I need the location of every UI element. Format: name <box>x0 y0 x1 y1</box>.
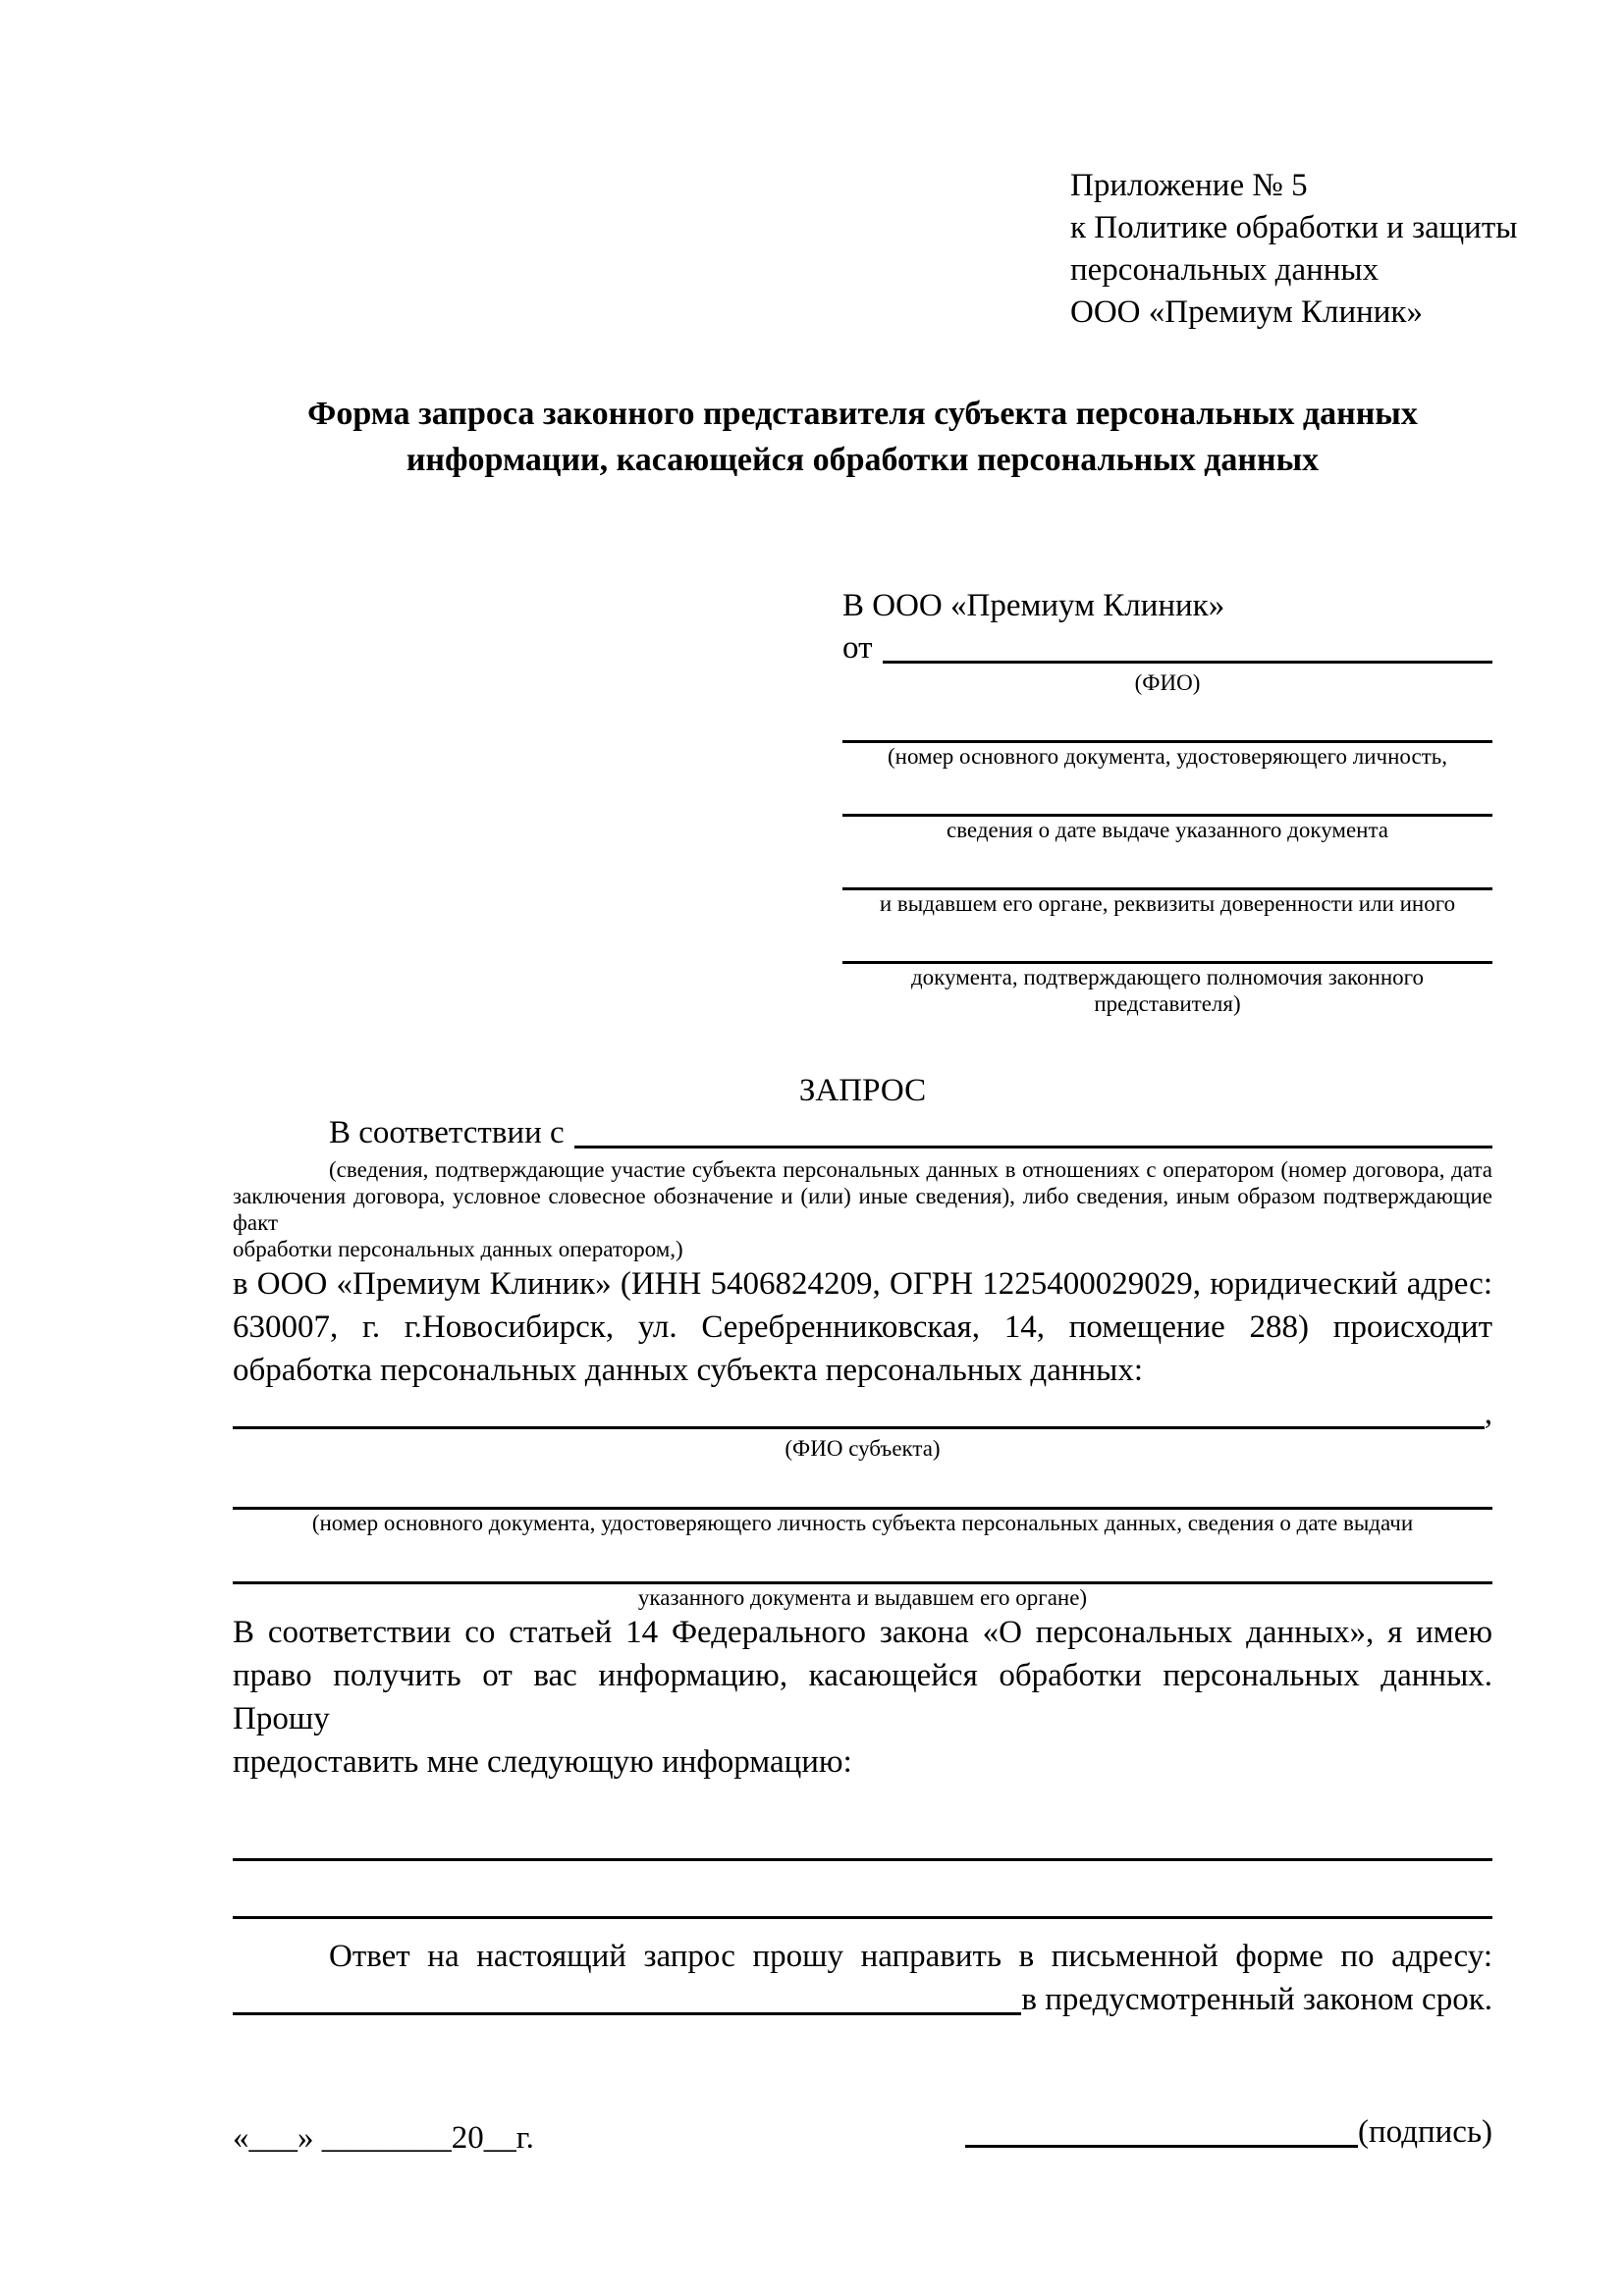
subject-doc-caption-1: (номер основного документа, удостоверяющего личность субъекта персональных данных, сведения о дате выдачи <box>311 1511 1414 1535</box>
operator-paragraph-line3: обработка персональных данных субъекта персональных данных: <box>233 1353 1143 1388</box>
appendix-company: ООО «Премиум Клиник» <box>1070 294 1423 330</box>
relationship-note <box>233 1156 1492 1262</box>
request-heading: ЗАПРОС <box>798 1073 927 1108</box>
appendix-header <box>1070 165 1518 334</box>
addressee-block <box>842 585 1492 1017</box>
page-title-line1: Форма запроса законного представителя субъекта персональных данных <box>307 396 1418 432</box>
fio-caption: (ФИО) <box>1134 670 1201 695</box>
answer-address-tail: в предусмотренный законом срок. <box>1021 1982 1492 2017</box>
law-paragraph <box>233 1611 1492 1784</box>
addressee-company: В ООО «Премиум Клиник» <box>842 588 1225 623</box>
answer-address-blank-line <box>233 1978 1021 2015</box>
representative-doc-caption-4: документа, подтверждающего полномочия законного представителя) <box>910 965 1424 1016</box>
appendix-number: Приложение № 5 <box>1070 168 1308 203</box>
subject-fio-caption: (ФИО субъекта) <box>785 1436 941 1461</box>
from-row <box>842 627 1492 669</box>
according-label: В соответствии с <box>329 1115 565 1150</box>
operator-paragraph <box>233 1262 1492 1392</box>
from-blank-line <box>883 627 1493 664</box>
operator-paragraph-line2: 630007, г. г.Новосибирск, ул. Серебренниковская, 14, помещение 288) происходит <box>233 1309 1492 1345</box>
representative-doc-blank-line-3 <box>842 852 1492 890</box>
appendix-policy-line2: персональных данных <box>1070 252 1380 288</box>
answer-address-line: Ответ на настоящий запрос прошу направить в письменной форме по адресу: <box>329 1939 1492 1974</box>
law-paragraph-line3: предоставить мне следующую информацию: <box>233 1744 852 1780</box>
representative-doc-blank-line-4 <box>842 926 1492 964</box>
representative-doc-caption-1: (номер основного документа, удостоверяющего личность, <box>887 744 1447 769</box>
representative-doc-blank-line-2 <box>842 778 1492 817</box>
subject-doc-blank-line-2 <box>233 1546 1492 1584</box>
signature-blank-line <box>965 2111 1358 2148</box>
answer-address-row <box>233 1978 1492 2021</box>
representative-doc-caption-3: и выдавшем его органе, реквизиты доверенности или иного <box>879 891 1456 916</box>
signature-caption: (подпись) <box>1358 2114 1492 2150</box>
law-paragraph-line2: право получить от вас информацию, касающейся обработки персональных данных. Прошу <box>233 1658 1492 1736</box>
signature-block <box>965 2111 1492 2154</box>
appendix-policy-line: к Политике обработки и защиты <box>1070 210 1518 245</box>
according-row <box>233 1112 1492 1154</box>
subject-doc-blank-line-1 <box>233 1471 1492 1510</box>
subject-fio-row <box>233 1392 1492 1435</box>
relationship-note-line2: заключения договора, условное словесное обозначение и (или) иные сведения), либо сведения, иным образом подтверждающие факт <box>233 1184 1492 1235</box>
requested-info-blank-line-1 <box>233 1823 1492 1861</box>
representative-doc-caption-2: сведения о дате выдаче указанного документа <box>946 818 1389 842</box>
page-title-line2: информации, касающейся обработки персональных данных <box>406 442 1320 478</box>
subject-doc-caption-2: указанного документа и выдавшем его органе) <box>637 1585 1088 1610</box>
representative-doc-blank-line-1 <box>842 705 1492 743</box>
according-blank-line <box>574 1112 1492 1148</box>
page-title <box>233 391 1492 483</box>
date-line: «___» ________20__г. <box>233 2120 534 2156</box>
from-label: от <box>842 630 873 666</box>
requested-info-blank-line-2 <box>233 1881 1492 1919</box>
operator-paragraph-line1: в ООО «Премиум Клиник» (ИНН 5406824209, ОГРН 1225400029029, юридический адрес: <box>233 1266 1492 1302</box>
subject-fio-comma: , <box>1484 1396 1492 1431</box>
footer-row <box>233 2111 1492 2160</box>
subject-fio-blank-line <box>233 1392 1485 1429</box>
relationship-note-line1: (сведения, подтверждающие участие субъекта персональных данных в отношениях с оператором (номер договора, дата <box>329 1157 1492 1182</box>
law-paragraph-line1: В соответствии со статьей 14 Федерального закона «О персональных данных», я имею <box>233 1615 1492 1650</box>
relationship-note-line3: обработки персональных данных оператором,) <box>233 1237 683 1261</box>
